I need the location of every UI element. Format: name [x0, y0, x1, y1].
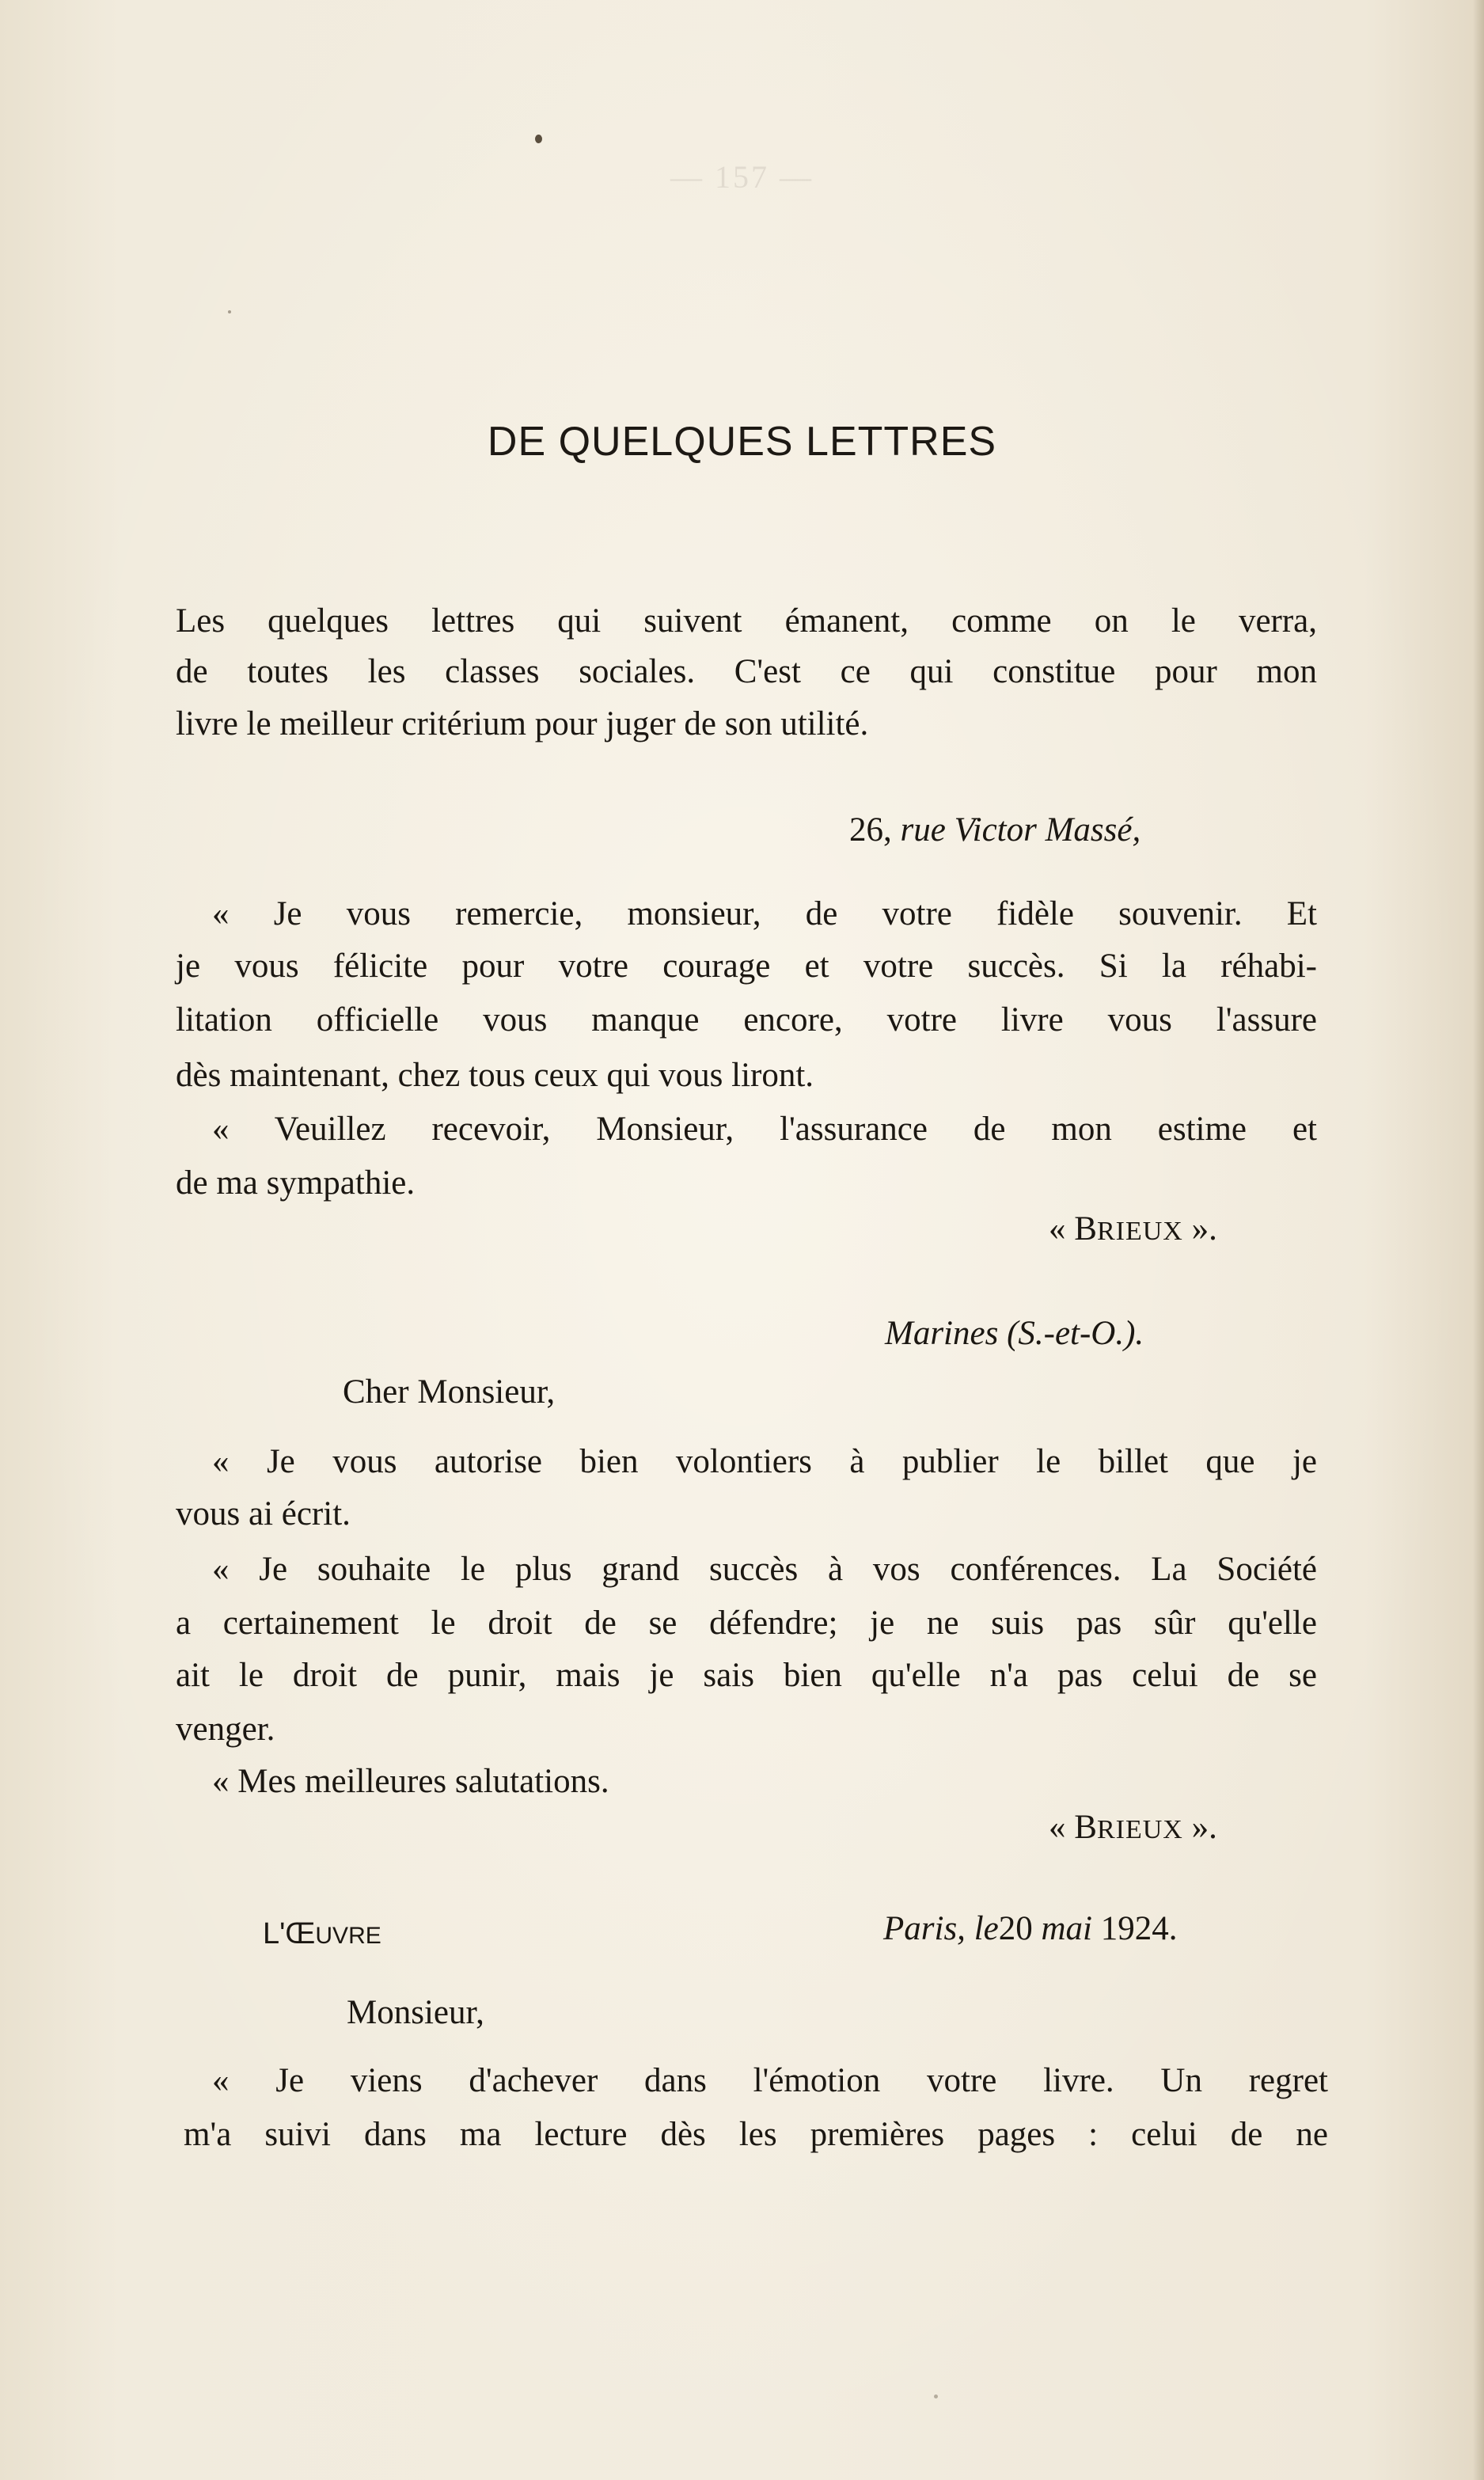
salutation: Monsieur, — [347, 1994, 484, 2031]
ink-speck — [934, 2395, 938, 2398]
signature: « BRIEUX ». — [1049, 1210, 1217, 1248]
text-line: « Je souhaite le plus grand succès à vos conférences. La Société — [212, 1551, 1317, 1588]
letter-address — [849, 808, 1141, 853]
letter-place: Marines (S.-et-O.). — [885, 1315, 1144, 1352]
signature: « BRIEUX ». — [1049, 1809, 1217, 1846]
text-line: Les quelques lettres qui suivent émanent, comme on le verra, — [176, 602, 1317, 640]
text-line: dès maintenant, chez tous ceux qui vous liront. — [176, 1057, 814, 1094]
ink-speck — [535, 135, 542, 143]
page-edge-shadow — [1473, 0, 1484, 2480]
text-line: litation officielle vous manque encore, votre livre vous l'assure — [176, 1001, 1317, 1039]
text-line: « Je vous remercie, monsieur, de votre fidèle souvenir. Et — [212, 895, 1317, 932]
text-line: « Mes meilleures salutations. — [212, 1763, 609, 1800]
text-line: ait le droit de punir, mais je sais bien qu'elle n'a pas celui de se — [176, 1657, 1317, 1694]
text-line: « Je viens d'achever dans l'émotion votre livre. Un regret — [212, 2062, 1328, 2099]
letter-date: Paris, le20 mai 1924. — [883, 1910, 1178, 1947]
ink-speck — [228, 310, 231, 313]
address-street: rue Victor Massé, — [900, 811, 1141, 849]
text-line: m'a suivi dans ma lecture dès les premières pages : celui de ne — [184, 2116, 1328, 2153]
page-title: DE QUELQUES LETTRES — [487, 419, 997, 465]
text-line: je vous félicite pour votre courage et votre succès. Si la réhabi- — [176, 948, 1317, 985]
text-line: vous ai écrit. — [176, 1495, 351, 1532]
address-number: 26, — [849, 811, 892, 849]
salutation: Cher Monsieur, — [343, 1373, 556, 1411]
text-line: a certainement le droit de se défendre; je ne suis pas sûr qu'elle — [176, 1605, 1317, 1642]
text-line: venger. — [176, 1711, 275, 1748]
page-number-bleed: — 157 — — [670, 159, 814, 195]
text-line: de toutes les classes sociales. C'est ce qui constitue pour mon — [176, 653, 1317, 690]
text-line: « Je vous autorise bien volontiers à publier le billet que je — [212, 1443, 1317, 1480]
text-line: de ma sympathie. — [176, 1164, 416, 1202]
text-line: livre le meilleur critérium pour juger de son utilité. — [176, 705, 869, 742]
letter-sender: L'ŒUVRE — [263, 1917, 381, 1950]
text-line: « Veuillez recevoir, Monsieur, l'assurance de mon estime et — [212, 1111, 1317, 1148]
